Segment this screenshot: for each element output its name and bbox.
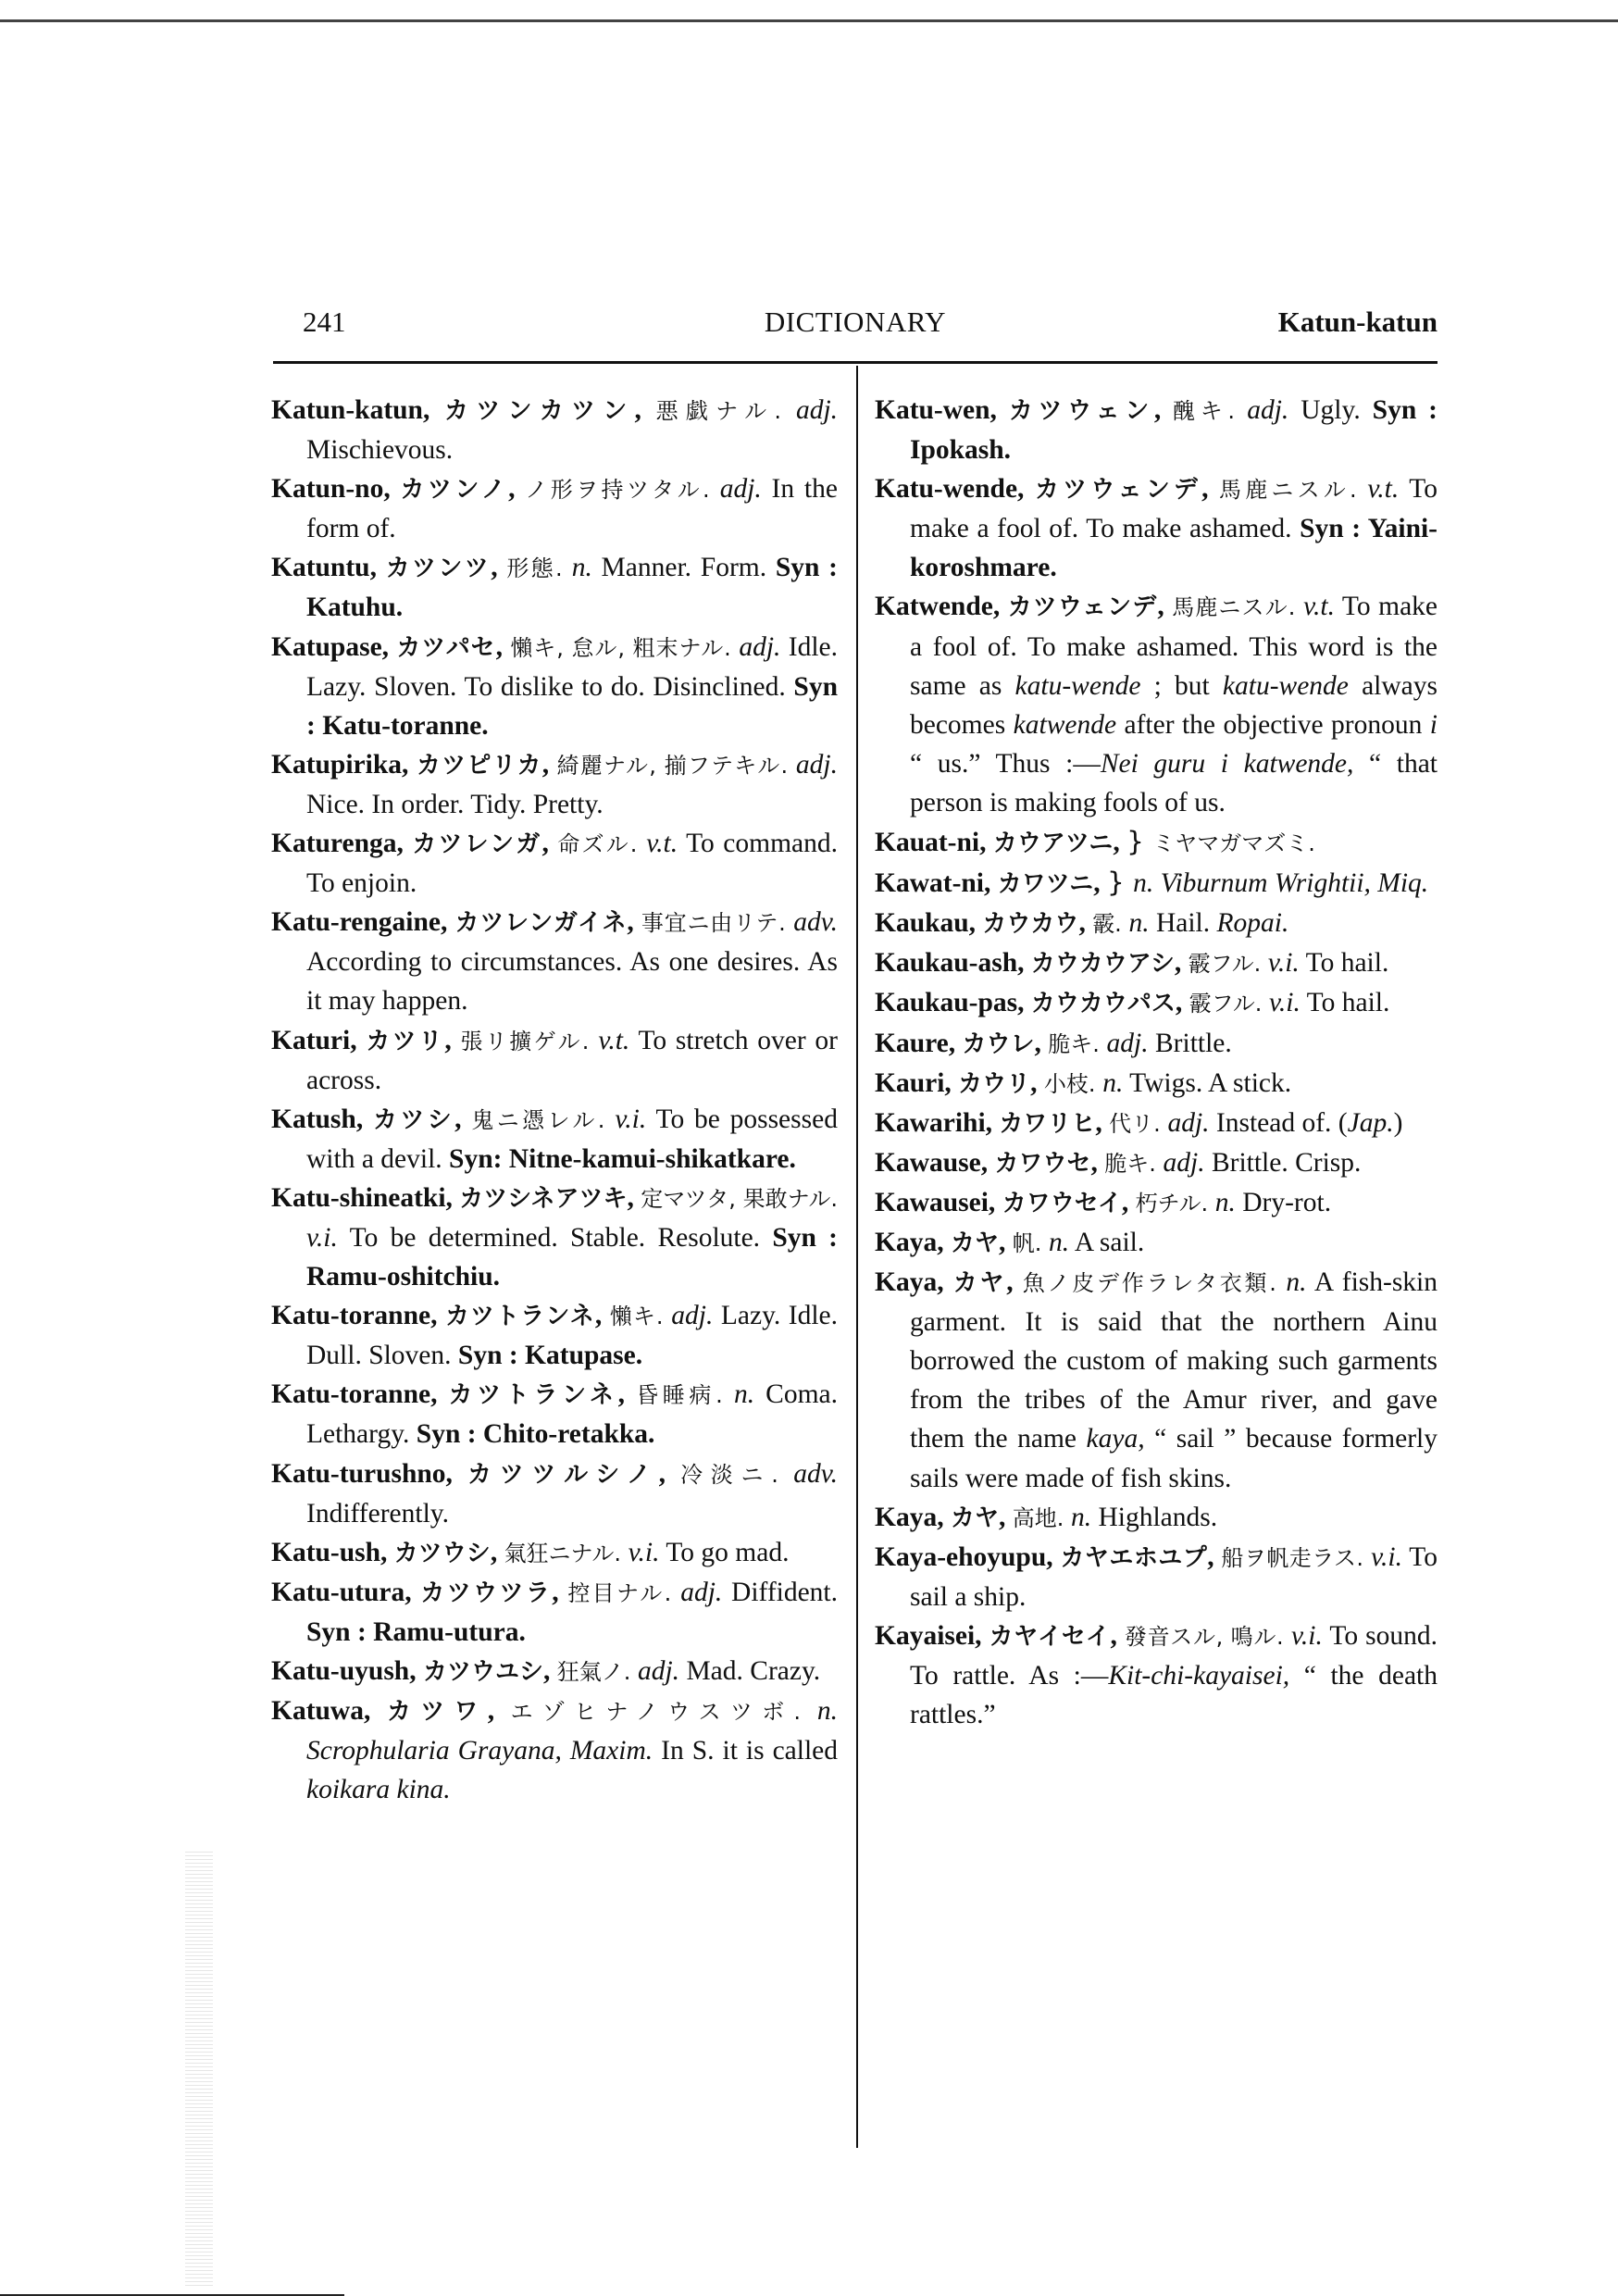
katakana: カツパセ bbox=[396, 633, 496, 662]
headword: Katuri, bbox=[271, 1025, 367, 1055]
dictionary-entry bbox=[271, 469, 838, 548]
katakana: カワウセ bbox=[994, 1149, 1091, 1178]
japanese-gloss: 命ズル. bbox=[557, 831, 647, 858]
katakana: カツウユシ bbox=[422, 1658, 543, 1686]
headword: Katu-ush, bbox=[271, 1537, 394, 1567]
header-rule bbox=[273, 361, 1438, 364]
bold-text: Syn : Katu-toranne. bbox=[306, 671, 838, 741]
headword: Kauri, bbox=[875, 1067, 959, 1098]
katakana: カワウセイ bbox=[1002, 1189, 1122, 1217]
italic-text: v.t. bbox=[598, 1025, 630, 1055]
katakana: カツツルシノ bbox=[467, 1460, 659, 1489]
headword: , bbox=[444, 1025, 461, 1055]
japanese-gloss: 脆キ. bbox=[1104, 1150, 1164, 1177]
italic-text: n. Viburnum Wrightii, Miq. bbox=[1133, 868, 1429, 899]
katakana: カヤ bbox=[950, 1504, 999, 1532]
japanese-gloss: 馬鹿ニスル. bbox=[1219, 477, 1368, 504]
definition-text: To hail. bbox=[1299, 948, 1389, 979]
japanese-gloss: 醜キ. bbox=[1173, 398, 1248, 424]
headword: , bbox=[1006, 1267, 1023, 1298]
katakana: カウカウアシ bbox=[1030, 950, 1175, 979]
headword: Kawat-ni, bbox=[875, 868, 998, 899]
definition-text: “ the death rattles.” bbox=[910, 1661, 1438, 1730]
headword: Katu-wen, bbox=[875, 395, 1009, 425]
dictionary-entry bbox=[271, 1100, 838, 1179]
headword: , bbox=[487, 1696, 511, 1727]
headword: Katu-wende, bbox=[875, 474, 1035, 505]
headword: , bbox=[1078, 908, 1093, 939]
dictionary-entry bbox=[875, 1183, 1438, 1223]
brace: } bbox=[1126, 826, 1153, 858]
headword: , bbox=[454, 1104, 472, 1134]
definition-text: A fish-skin garment. It is said that the northern Ainu borrowed the custom of making such garments from the tribes of the Amur river, and gave them the name bbox=[910, 1267, 1438, 1454]
dictionary-entry bbox=[875, 863, 1438, 904]
headword: Katu-uyush, bbox=[271, 1656, 423, 1686]
italic-text: v.i. bbox=[306, 1222, 338, 1253]
italic-text: v.i. bbox=[615, 1104, 647, 1134]
definition-text: To stretch over or across. bbox=[306, 1025, 838, 1095]
headword: Kawausei, bbox=[875, 1187, 1002, 1217]
headword: Katu-turushno, bbox=[271, 1458, 467, 1489]
dictionary-entry bbox=[271, 1454, 838, 1533]
definition-text: after the objective pronoun bbox=[1116, 709, 1430, 740]
katakana: カウカウ bbox=[982, 910, 1079, 939]
headword: Katwende, bbox=[875, 592, 1008, 622]
katakana: カワリヒ bbox=[999, 1109, 1096, 1138]
japanese-gloss: 事宜ニ由リテ. bbox=[641, 910, 794, 937]
definition-text: Mischievous. bbox=[306, 435, 454, 466]
headword: Kaure, bbox=[875, 1028, 963, 1058]
definition-text: In the form of. bbox=[306, 474, 838, 544]
italic-text: n. bbox=[1286, 1267, 1307, 1298]
japanese-gloss: 悪戯ナル. bbox=[655, 398, 796, 424]
headword: Kawarihi, bbox=[875, 1107, 1000, 1138]
headword: , bbox=[634, 395, 656, 425]
dictionary-entry bbox=[875, 983, 1438, 1023]
scan-top-edge-rule bbox=[0, 19, 1618, 22]
headword: , bbox=[1090, 1147, 1105, 1178]
headword: , bbox=[1201, 474, 1220, 505]
dictionary-entry bbox=[875, 1538, 1438, 1616]
definition-text: Indifferently. bbox=[306, 1498, 449, 1529]
headword: Katu-rengaine, bbox=[271, 907, 455, 938]
italic-text: n. bbox=[1102, 1067, 1124, 1098]
japanese-gloss: 懶キ. bbox=[609, 1304, 672, 1330]
katakana: カツワ bbox=[386, 1698, 488, 1727]
definition-text: Dry-rot. bbox=[1235, 1187, 1332, 1217]
headword: , bbox=[1113, 828, 1127, 858]
italic-text: Nei guru i katwende, bbox=[1100, 748, 1354, 779]
japanese-gloss: ノ形ヲ持ツタル. bbox=[525, 477, 720, 504]
italic-text: adj. bbox=[719, 474, 762, 505]
headword: , bbox=[1110, 1620, 1125, 1651]
italic-text: v.i. bbox=[1290, 1620, 1323, 1651]
bold-text: Syn : Chito-retakka. bbox=[416, 1419, 655, 1450]
headword: , bbox=[1175, 988, 1189, 1018]
italic-text: n. bbox=[1214, 1187, 1236, 1217]
katakana: カツレンガイネ bbox=[454, 909, 628, 938]
definition-text: To go mad. bbox=[659, 1537, 790, 1567]
italic-text: v.t. bbox=[646, 829, 678, 859]
japanese-gloss: 小枝. bbox=[1043, 1070, 1103, 1097]
italic-text: katu-wende bbox=[1222, 670, 1349, 701]
katakana: カウレ bbox=[962, 1029, 1035, 1058]
headword: , bbox=[490, 1537, 504, 1567]
dictionary-entry bbox=[271, 1375, 838, 1454]
italic-text: Ropai. bbox=[1216, 908, 1289, 939]
japanese-gloss: 懶キ, 怠ル, 粗末ナル. bbox=[510, 634, 740, 661]
japanese-gloss: 霰フル. bbox=[1189, 991, 1269, 1017]
bold-text: Syn : Ramu-oshitchiu. bbox=[306, 1222, 839, 1292]
katakana: カツンカツン bbox=[443, 397, 635, 425]
katakana: カヤ bbox=[952, 1269, 1007, 1298]
definition-text: Mad. Crazy. bbox=[679, 1656, 821, 1686]
headword: Kaya, bbox=[875, 1227, 951, 1257]
headword: Kaukau-ash, bbox=[875, 948, 1031, 979]
dictionary-entry bbox=[875, 904, 1438, 943]
definition-text: Idle. Lazy. Sloven. To dislike to do. Disinclined. bbox=[306, 631, 838, 702]
japanese-gloss: 霰フル. bbox=[1188, 951, 1268, 978]
italic-text: adj. bbox=[1106, 1028, 1149, 1058]
italic-text: adv. bbox=[793, 1458, 839, 1489]
definition-text: “ us.” Thus :— bbox=[910, 748, 1101, 779]
headword: Katun-no, bbox=[271, 474, 401, 505]
headword: , bbox=[1157, 592, 1173, 622]
dictionary-entry bbox=[271, 903, 838, 1020]
italic-text: Jap. bbox=[1347, 1107, 1394, 1138]
japanese-gloss: エゾヒナノウスツボ. bbox=[510, 1699, 817, 1726]
katakana: カヤエホユプ bbox=[1060, 1543, 1208, 1572]
italic-text: v.i. bbox=[1268, 988, 1301, 1018]
italic-text: n. bbox=[1070, 1502, 1092, 1532]
japanese-gloss: 張リ擴ゲル. bbox=[460, 1028, 599, 1054]
japanese-gloss: 高地. bbox=[1012, 1504, 1071, 1531]
headword: Kauat-ni, bbox=[875, 828, 993, 858]
headword: , bbox=[998, 1227, 1013, 1257]
japanese-gloss: 帆. bbox=[1012, 1229, 1049, 1256]
headword: , bbox=[1153, 395, 1174, 425]
definition-text: Brittle. Crisp. bbox=[1204, 1147, 1362, 1178]
italic-text: adj. bbox=[637, 1656, 680, 1686]
definition-text: Instead of. ( bbox=[1209, 1107, 1348, 1138]
headword: , bbox=[552, 1577, 568, 1607]
headword: , bbox=[627, 907, 641, 938]
headword: Kaya, bbox=[875, 1502, 951, 1532]
definition-text: Hail. bbox=[1149, 908, 1217, 939]
italic-text: koikara kina. bbox=[306, 1775, 451, 1805]
dictionary-entry bbox=[271, 1652, 838, 1691]
running-title: DICTIONARY bbox=[764, 306, 947, 338]
headword: , bbox=[617, 1379, 637, 1410]
katakana: カツリ bbox=[366, 1027, 445, 1055]
katakana: カウアツニ bbox=[992, 830, 1114, 858]
japanese-gloss: 定マツタ, 果敢ナル. bbox=[641, 1185, 838, 1212]
dictionary-entry bbox=[875, 1143, 1438, 1183]
headword: , bbox=[1174, 948, 1189, 979]
dictionary-entry bbox=[271, 745, 838, 824]
dictionary-entry bbox=[875, 1616, 1438, 1734]
japanese-gloss: 狂氣ノ. bbox=[556, 1659, 638, 1685]
katakana: カツシネアツキ bbox=[459, 1184, 628, 1213]
dictionary-entry bbox=[875, 1024, 1438, 1064]
headword: Katupase, bbox=[271, 631, 397, 662]
bold-text: Syn : Ipokash. bbox=[910, 395, 1438, 466]
definition-text: Twigs. A stick. bbox=[1123, 1067, 1292, 1098]
headword: , bbox=[541, 749, 557, 780]
italic-text: v.i. bbox=[628, 1537, 660, 1567]
japanese-gloss: 昏睡病. bbox=[636, 1382, 734, 1409]
italic-text: kaya, bbox=[1086, 1424, 1145, 1454]
italic-text: katwende bbox=[1013, 709, 1117, 740]
headword: Katu-toranne, bbox=[271, 1379, 449, 1410]
japanese-gloss: 脆キ. bbox=[1048, 1030, 1107, 1057]
headword: Kaukau, bbox=[875, 908, 983, 939]
dictionary-entry bbox=[271, 1573, 838, 1652]
katakana: カツレンガ bbox=[412, 830, 542, 859]
japanese-gloss: 冷淡ニ. bbox=[680, 1461, 794, 1488]
dictionary-entry bbox=[875, 943, 1438, 983]
japanese-gloss: 綺麗ナル, 揃フテキル. bbox=[556, 752, 796, 779]
headword: , bbox=[541, 829, 558, 859]
italic-text: adj. bbox=[795, 749, 838, 780]
headword: Katupirika, bbox=[271, 749, 417, 780]
scan-edge-noise bbox=[185, 1852, 213, 2287]
italic-text: n. bbox=[1128, 908, 1150, 939]
italic-text: adj. bbox=[795, 395, 839, 425]
italic-text: adj. bbox=[1167, 1107, 1210, 1138]
japanese-gloss: 形態. bbox=[506, 555, 572, 582]
right-column bbox=[875, 391, 1438, 1734]
katakana: カツトランネ bbox=[444, 1303, 595, 1331]
headword: , bbox=[998, 1502, 1013, 1532]
japanese-gloss: 代リ. bbox=[1109, 1110, 1168, 1137]
dictionary-entry bbox=[875, 587, 1438, 822]
definition-text: always becomes bbox=[910, 670, 1438, 740]
dictionary-entry bbox=[875, 391, 1438, 469]
dictionary-entry bbox=[271, 1296, 838, 1375]
headword: , bbox=[658, 1458, 681, 1489]
japanese-gloss: 霰. bbox=[1092, 911, 1129, 938]
headword: Kawause, bbox=[875, 1147, 995, 1178]
italic-text: adj. bbox=[1163, 1147, 1205, 1178]
definition-text: Diffident. bbox=[722, 1577, 838, 1607]
katakana: カツウェンデ bbox=[1007, 593, 1158, 622]
definition-text: Lazy. Idle. Dull. Sloven. bbox=[306, 1301, 839, 1371]
dictionary-entry bbox=[875, 1263, 1438, 1498]
headword: , bbox=[491, 553, 507, 583]
definition-text: Ugly. bbox=[1288, 395, 1373, 425]
japanese-gloss: 控目ナル. bbox=[567, 1579, 681, 1606]
headword: Katurenga, bbox=[271, 829, 413, 859]
dictionary-entry bbox=[271, 391, 838, 469]
bold-text: Syn: Nitne-kamui-shikatkare. bbox=[449, 1143, 796, 1174]
dictionary-entry bbox=[875, 1104, 1438, 1143]
dictionary-entry bbox=[875, 1223, 1438, 1263]
column-divider bbox=[856, 366, 858, 2148]
definition-text: Coma. Lethargy. bbox=[306, 1379, 839, 1450]
japanese-gloss: 氣狂ニナル. bbox=[504, 1540, 629, 1566]
headword: Katu-toranne, bbox=[271, 1301, 445, 1331]
katakana: カツピリカ bbox=[416, 751, 542, 780]
definition-text: ) bbox=[1393, 1107, 1403, 1138]
katakana: カヤ bbox=[950, 1229, 999, 1257]
japanese-gloss: 馬鹿ニスル. bbox=[1172, 594, 1304, 621]
headword: , bbox=[594, 1301, 610, 1331]
dictionary-entry bbox=[875, 1498, 1438, 1538]
definition-text: According to circumstances. As one desires. As it may happen. bbox=[306, 947, 838, 1017]
headword: , bbox=[627, 1182, 641, 1213]
headword: Kaya, bbox=[875, 1267, 953, 1298]
katakana: カワツニ bbox=[997, 870, 1094, 899]
italic-text: v.i. bbox=[1267, 948, 1300, 979]
headword: , bbox=[1034, 1028, 1049, 1058]
japanese-gloss: ミヤマガマズミ. bbox=[1152, 830, 1315, 857]
katakana: カツウェン bbox=[1008, 397, 1154, 425]
headword: Katu-utura, bbox=[271, 1577, 421, 1607]
headword: Kaukau-pas, bbox=[875, 988, 1031, 1018]
left-column bbox=[271, 391, 838, 1809]
katakana: カツシ bbox=[372, 1105, 455, 1134]
italic-text: v.t. bbox=[1367, 474, 1400, 505]
definition-text: “ that person is making fools of us. bbox=[910, 748, 1438, 817]
definition-text: A sail. bbox=[1069, 1227, 1145, 1257]
italic-text: n. Scrophularia Grayana, Maxim. bbox=[306, 1696, 838, 1766]
headword: Kayaisei, bbox=[875, 1620, 989, 1651]
japanese-gloss: 魚ノ皮デ作ラレタ衣類. bbox=[1022, 1270, 1287, 1297]
japanese-gloss: 朽チル. bbox=[1135, 1190, 1215, 1217]
headword: Katuwa, bbox=[271, 1696, 387, 1727]
headword: , bbox=[542, 1656, 557, 1686]
dictionary-entry bbox=[271, 1691, 838, 1809]
katakana: カツウェンデ bbox=[1035, 476, 1202, 505]
italic-text: adj. bbox=[739, 631, 781, 662]
dictionary-entry bbox=[875, 822, 1438, 863]
dictionary-entry bbox=[271, 1533, 838, 1573]
italic-text: v.t. bbox=[1303, 592, 1335, 622]
bold-text: Syn : Ramu-utura. bbox=[306, 1616, 526, 1647]
headword: , bbox=[1207, 1541, 1222, 1572]
definition-text: To make a fool of. To make ashamed. bbox=[910, 474, 1438, 544]
definition-text: In S. it is called bbox=[653, 1736, 838, 1766]
japanese-gloss: 鬼ニ憑レル. bbox=[471, 1106, 616, 1133]
katakana: カツンツ bbox=[385, 555, 492, 583]
headword: Kaya-ehoyupu, bbox=[875, 1541, 1061, 1572]
definition-text: To be determined. Stable. Resolute. bbox=[337, 1222, 773, 1253]
definition-text: Highlands. bbox=[1091, 1502, 1218, 1532]
dictionary-entry bbox=[875, 1064, 1438, 1104]
definition-text: To command. To enjoin. bbox=[306, 829, 838, 899]
bold-text: Syn : Katupase. bbox=[457, 1341, 643, 1371]
definition-text: “ sail ” because formerly sails were made of fish skins. bbox=[910, 1424, 1438, 1493]
dictionary-entry bbox=[271, 1021, 838, 1100]
headword: , bbox=[1093, 868, 1107, 899]
dictionary-entry bbox=[271, 548, 838, 627]
dictionary-entry bbox=[271, 824, 838, 903]
katakana: カツウツラ bbox=[420, 1578, 553, 1607]
dictionary-entry bbox=[271, 1179, 838, 1296]
definition-text: ; but bbox=[1140, 670, 1223, 701]
italic-text: adj. bbox=[680, 1577, 723, 1607]
italic-text: n. bbox=[734, 1379, 755, 1410]
italic-text: i bbox=[1429, 709, 1438, 740]
guide-word: Katun-katun bbox=[1277, 306, 1438, 338]
definition-text: Nice. In order. Tidy. Pretty. bbox=[306, 789, 604, 819]
italic-text: adj. bbox=[671, 1301, 714, 1331]
katakana: カツンノ bbox=[400, 476, 509, 505]
brace: } bbox=[1106, 867, 1134, 899]
definition-text: To be possessed with a devil. bbox=[306, 1104, 838, 1174]
dictionary-entry bbox=[271, 628, 838, 745]
italic-text: Kit-chi-kayaisei, bbox=[1108, 1661, 1290, 1691]
katakana: カツトランネ bbox=[448, 1381, 618, 1410]
headword: , bbox=[1095, 1107, 1110, 1138]
headword: , bbox=[1030, 1067, 1044, 1098]
definition-text: To sound. To rattle. As :— bbox=[910, 1620, 1438, 1691]
headword: , bbox=[508, 474, 526, 505]
page-number: 241 bbox=[303, 306, 346, 338]
japanese-gloss: 發音スル, 鳴ル. bbox=[1124, 1623, 1291, 1650]
bold-text: Syn : Katuhu. bbox=[306, 553, 838, 623]
definition-text: To hail. bbox=[1300, 988, 1390, 1018]
page-header bbox=[273, 306, 1438, 346]
japanese-gloss: 船ヲ帆走ラス. bbox=[1221, 1544, 1372, 1571]
katakana: カウリ bbox=[958, 1069, 1031, 1098]
italic-text: adj. bbox=[1247, 395, 1289, 425]
italic-text: v.i. bbox=[1371, 1541, 1402, 1572]
italic-text: katu-wende bbox=[1014, 670, 1141, 701]
definition-text: To make a fool of. To make ashamed. This word is the same as bbox=[910, 592, 1438, 701]
definition-text: Brittle. bbox=[1148, 1028, 1232, 1058]
katakana: カヤイセイ bbox=[989, 1622, 1111, 1651]
dictionary-entry bbox=[875, 469, 1438, 587]
headword: Katun-katun, bbox=[271, 395, 444, 425]
headword: Katuntu, bbox=[271, 553, 386, 583]
katakana: カツウシ bbox=[393, 1539, 491, 1567]
definition-text: Manner. Form. bbox=[591, 553, 776, 583]
bold-text: Syn : Yaini-koroshmare. bbox=[910, 514, 1438, 583]
headword: , bbox=[1121, 1187, 1136, 1217]
italic-text: n. bbox=[1048, 1227, 1070, 1257]
italic-text: adv. bbox=[793, 907, 838, 938]
headword: , bbox=[495, 631, 511, 662]
headword: Katush, bbox=[271, 1104, 373, 1134]
italic-text: n. bbox=[571, 553, 592, 583]
katakana: カウカウパス bbox=[1030, 990, 1176, 1018]
definition-text: To sail a ship. bbox=[910, 1541, 1438, 1612]
headword: Katu-shineatki, bbox=[271, 1182, 460, 1213]
